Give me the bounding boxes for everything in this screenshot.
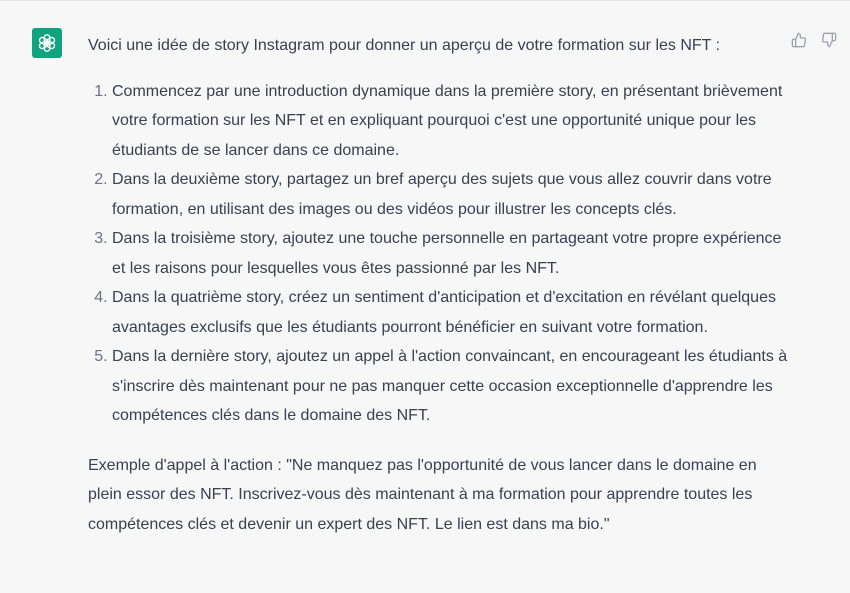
top-divider — [0, 0, 850, 1]
assistant-message — [88, 31, 788, 539]
list-item: 1. Commencez par une introduction dynamique dans la première story, en présentant brièvement votre formation sur les NFT et en expliquant pourquoi c'est une opportunité unique pour les étudiants de se lancer dans ce domaine. — [112, 77, 788, 166]
thumbs-down-icon — [821, 32, 837, 48]
message-intro: Voici une idée de story Instagram pour donner un aperçu de votre formation sur les NFT : — [88, 37, 721, 54]
thumbs-up-button[interactable] — [790, 31, 808, 49]
list-item: 5. Dans la dernière story, ajoutez un appel à l'action convaincant, en encourageant les étudiants à s'inscrire dès maintenant pour ne pas manquer cette occasion exceptionnelle d'apprendre les compétences clés dans le domaine des NFT. — [112, 342, 788, 431]
list-item: 3. Dans la troisième story, ajoutez une touche personnelle en partageant votre propre expérience et les raisons pour lesquelles vous êtes passionné par les NFT. — [112, 224, 788, 283]
story-steps-list — [88, 77, 788, 431]
call-to-action-example: Exemple d'appel à l'action : "Ne manquez pas l'opportunité de vous lancer dans le domaine en plein essor des NFT. Inscrivez-vous dès maintenant à ma formation pour apprendre toutes les compétences clés et devenir un expert des NFT. Le lien est dans ma bio." — [88, 456, 757, 533]
openai-logo-icon — [36, 32, 58, 54]
thumbs-down-button[interactable] — [820, 31, 838, 49]
list-item: 2. Dans la deuxième story, partagez un bref aperçu des sujets que vous allez couvrir dans votre formation, en utilisant des images ou des vidéos pour illustrer les concepts clés. — [112, 165, 788, 224]
list-item: 4. Dans la quatrième story, créez un sentiment d'anticipation et d'excitation en révélant quelques avantages exclusifs que les étudiants pourront bénéficier en suivant votre formation. — [112, 283, 788, 342]
feedback-buttons — [790, 31, 838, 49]
assistant-avatar — [32, 28, 62, 58]
thumbs-up-icon — [791, 32, 807, 48]
